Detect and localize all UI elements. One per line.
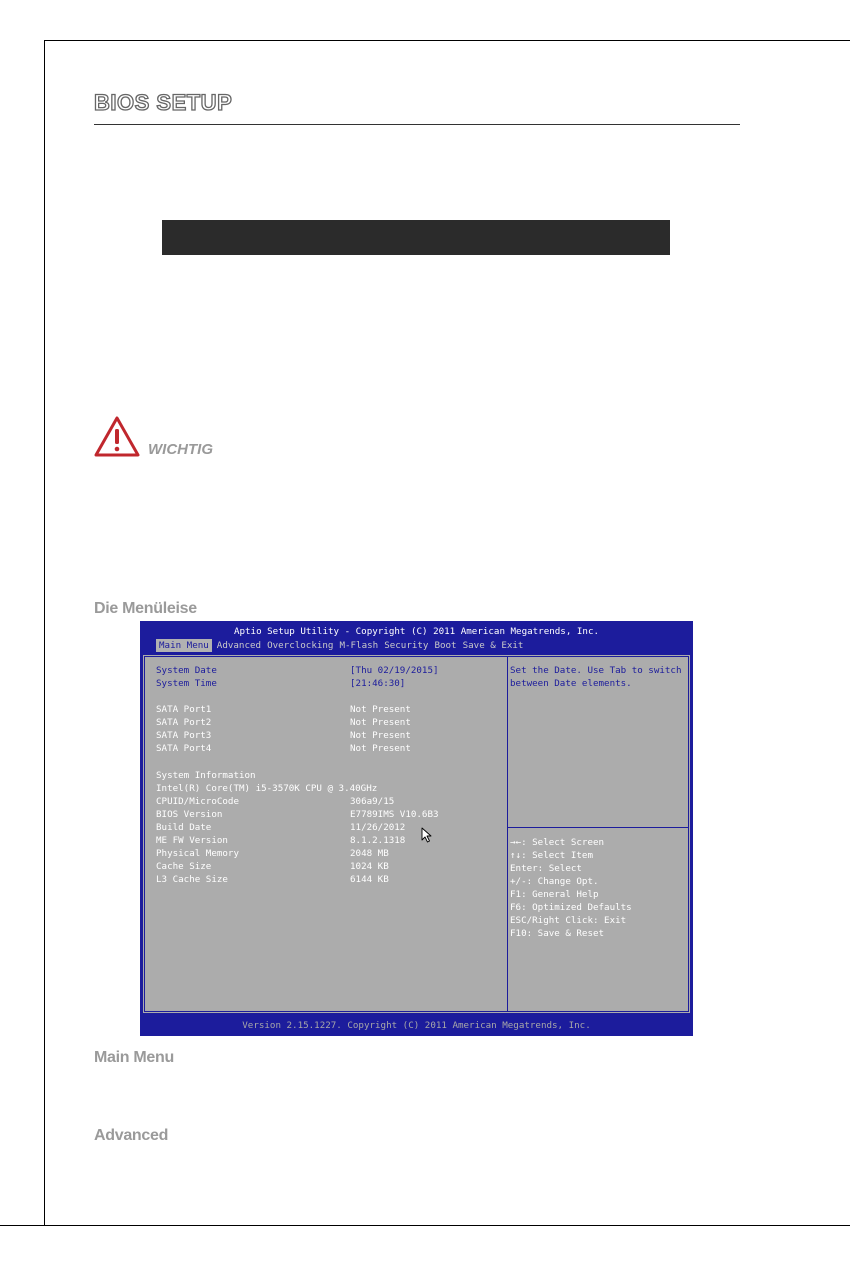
- bios-row-label: System Time: [156, 678, 217, 689]
- bios-row-value: 2048 MB: [350, 848, 389, 859]
- bios-header: Aptio Setup Utility - Copyright (C) 2011 American Megatrends, Inc.: [233, 626, 600, 637]
- section-heading-main-menu: Main Menu: [94, 1049, 174, 1066]
- bios-row-value: 306a9/15: [350, 796, 395, 807]
- bios-footer: Version 2.15.1227. Copyright (C) 2011 American Megatrends, Inc.: [242, 1020, 591, 1031]
- key-legend-item: →←: Select Screen: [510, 837, 605, 848]
- section-heading-menu-bar: Die Menüleise: [94, 600, 197, 617]
- bios-divider-vertical: [507, 656, 508, 1011]
- bios-row-label: Build Date: [156, 822, 212, 833]
- bios-cpu-label: Intel(R) Core(TM) i5-3570K CPU @ 3.40GHz: [156, 783, 378, 794]
- key-legend-item: ESC/Right Click: Exit: [510, 915, 627, 926]
- key-legend-item: +/-: Change Opt.: [510, 876, 599, 887]
- bios-row-label: ME FW Version: [156, 835, 228, 846]
- bios-body: [143, 655, 690, 1013]
- bios-row-label: Physical Memory: [156, 848, 239, 859]
- bios-row-label: SATA Port2: [156, 717, 212, 728]
- warning-triangle-icon: [93, 415, 141, 459]
- bios-row-value: 6144 KB: [350, 874, 389, 885]
- title-divider: [94, 124, 740, 125]
- bios-tab-advanced[interactable]: Advanced: [216, 640, 262, 651]
- bios-row-label: SATA Port1: [156, 704, 212, 715]
- bios-divider-horizontal: [508, 827, 689, 828]
- bios-row-label: SATA Port4: [156, 743, 212, 754]
- bios-row-label: CPUID/MicroCode: [156, 796, 239, 807]
- key-legend-item: F1: General Help: [510, 889, 599, 900]
- page-frame-bottom: [0, 1225, 850, 1226]
- bios-tab-overclocking[interactable]: Overclocking: [267, 640, 334, 651]
- bios-row-value: Not Present: [350, 743, 411, 754]
- bios-row-label: Cache Size: [156, 861, 212, 872]
- bios-row-value: 8.1.2.1318: [350, 835, 406, 846]
- bios-screenshot: [140, 621, 693, 1036]
- bios-row-value: 11/26/2012: [350, 822, 406, 833]
- key-legend-item: Enter: Select: [510, 863, 582, 874]
- system-date-field[interactable]: [Thu 02/19/2015]: [350, 665, 439, 676]
- bios-tab-boot[interactable]: Boot: [434, 640, 457, 651]
- page-frame-top: [44, 40, 850, 41]
- bios-help-text: Set the Date. Use Tab to switch between Date elements.: [510, 665, 682, 689]
- key-legend-item: ↑↓: Select Item: [510, 850, 593, 861]
- page-frame-left: [44, 40, 45, 1226]
- bios-row-value: Not Present: [350, 717, 411, 728]
- mouse-pointer-icon: [421, 827, 433, 843]
- bios-row-label: System Date: [156, 665, 217, 676]
- redacted-bar: [162, 220, 670, 255]
- bios-row-label: BIOS Version: [156, 809, 223, 820]
- bios-tab-security[interactable]: Security: [384, 640, 429, 651]
- bios-tab-m-flash[interactable]: M-Flash: [339, 640, 379, 651]
- bios-row-label: SATA Port3: [156, 730, 212, 741]
- warning-label: WICHTIG: [148, 441, 213, 458]
- bios-row-value: Not Present: [350, 730, 411, 741]
- bios-key-legend: [510, 836, 632, 940]
- bios-row-value: E7789IMS V10.6B3: [350, 809, 439, 820]
- bios-row-label: L3 Cache Size: [156, 874, 228, 885]
- section-heading-advanced: Advanced: [94, 1127, 169, 1144]
- bios-row-value: Not Present: [350, 704, 411, 715]
- key-legend-item: F6: Optimized Defaults: [510, 902, 632, 913]
- bios-tab-main-menu[interactable]: Main Menu: [156, 639, 212, 652]
- bios-section-label: System Information: [156, 770, 256, 781]
- system-time-field[interactable]: [21:46:30]: [350, 678, 406, 689]
- bios-row-value: 1024 KB: [350, 861, 389, 872]
- key-legend-item: F10: Save & Reset: [510, 928, 605, 939]
- page-title: BIOS SETUP: [94, 90, 233, 115]
- bios-tab-save-exit[interactable]: Save & Exit: [462, 640, 524, 651]
- bios-tab-bar: [156, 639, 526, 652]
